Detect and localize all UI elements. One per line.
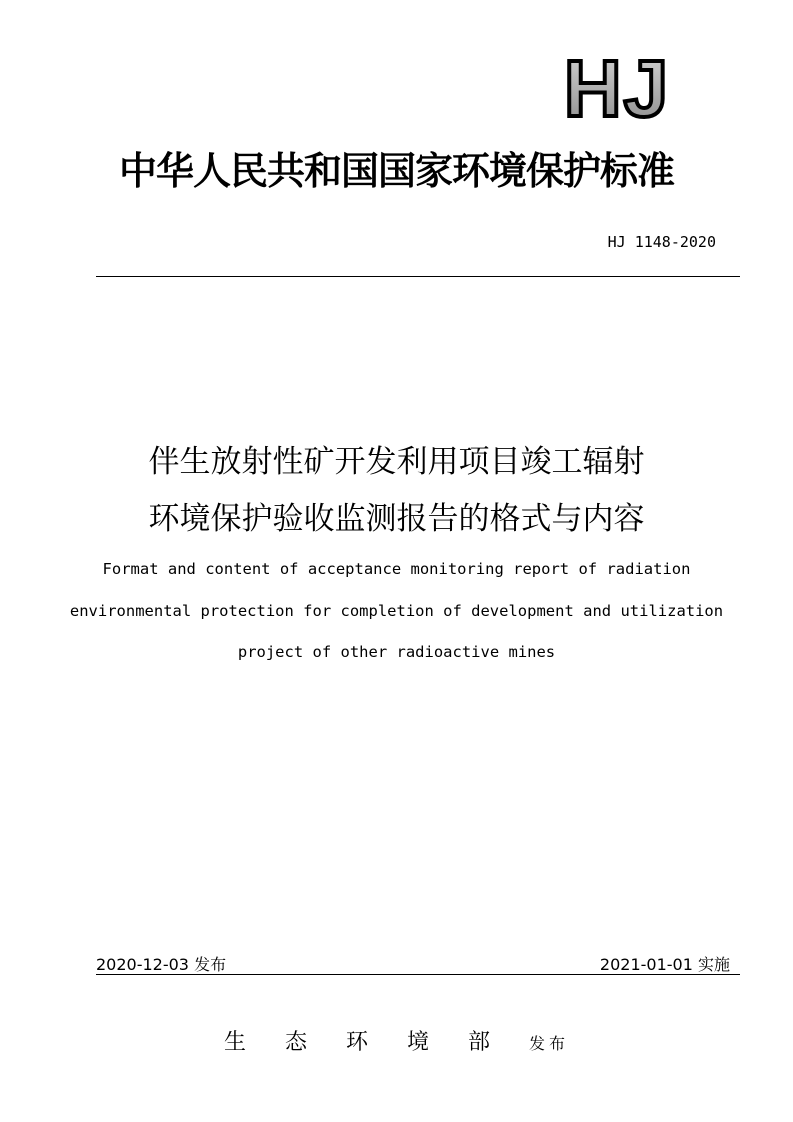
issue-date: 2020-12-03 发布 xyxy=(96,955,227,974)
publisher-suffix: 发布 xyxy=(529,1034,570,1053)
title-en-line-2: environmental protection for completion of development and utilization xyxy=(69,602,724,620)
title-cn-line-1: 伴生放射性矿开发利用项目竣工辐射 xyxy=(148,444,645,480)
title-en-line-3: project of other radioactive mines xyxy=(237,643,556,661)
header-divider xyxy=(96,276,740,277)
title-en-line-1: Format and content of acceptance monitoring report of radiation xyxy=(102,560,691,578)
hj-logo-text: HJ xyxy=(563,52,671,122)
footer-divider xyxy=(96,974,740,975)
publisher xyxy=(0,1025,793,1056)
standard-number: HJ 1148-2020 xyxy=(607,233,716,251)
title-cn-line-2: 环境保护验收监测报告的格式与内容 xyxy=(148,501,645,537)
publisher-name: 生态环境部 xyxy=(223,1030,529,1055)
hj-logo xyxy=(545,52,690,122)
org-title: 中华人民共和国国家环境保护标准 xyxy=(118,148,674,193)
implementation-date: 2021-01-01 实施 xyxy=(599,955,730,974)
